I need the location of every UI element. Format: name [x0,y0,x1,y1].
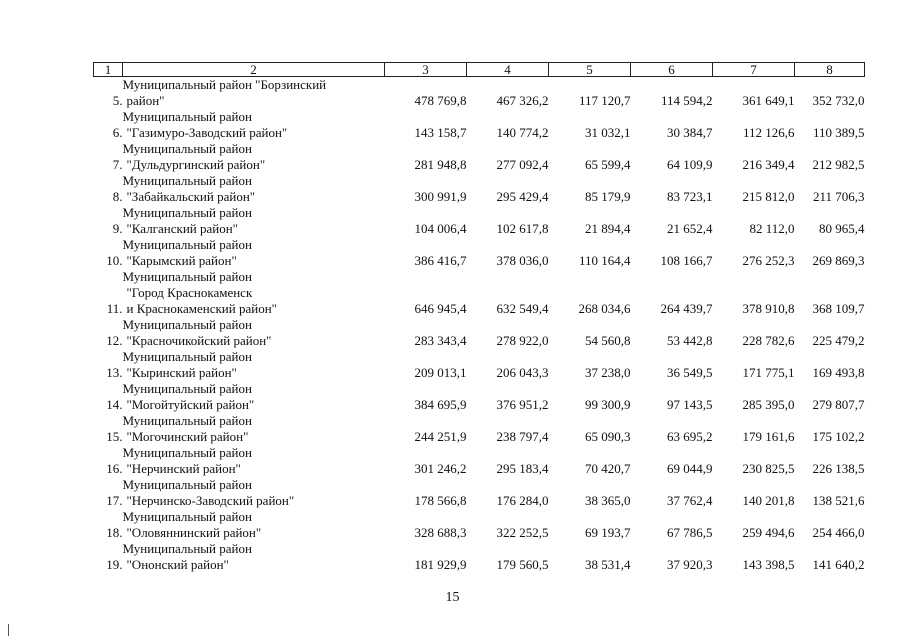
value-cell-col6: 30 384,7 [667,125,713,140]
district-name [123,349,385,381]
value-cell-col4: 140 774,2 [496,125,549,140]
district-name-line: "Нерчинско-Заводский район" [126,493,295,508]
table-row [94,77,865,110]
row-number: 14. [106,397,123,412]
value-cell-col8: 212 982,5 [812,157,865,172]
value-cell-col3: 281 948,8 [414,157,467,172]
value-cell-col8: 254 466,0 [812,525,865,540]
district-name-line: "Город Краснокаменск [126,285,253,300]
district-name-line: "Дульдургинский район" [126,157,266,172]
district-name-line: Муниципальный район "Борзинский [122,77,327,92]
district-name-line: Муниципальный район [122,237,252,252]
district-name [123,317,385,349]
district-name-line: район" [126,93,165,108]
value-cell-col7: 215 812,0 [742,189,795,204]
value-cell-col7: 171 775,1 [742,365,795,380]
table-row [94,381,865,413]
value-cell-col8: 269 869,3 [812,253,865,268]
value-cell-col8: 110 389,5 [812,125,865,140]
value-cell-col4: 206 043,3 [496,365,549,380]
value-cell-col3: 646 945,4 [414,301,467,316]
value-cell-col3: 244 251,9 [414,429,467,444]
value-cell-col4: 278 922,0 [496,333,549,348]
table-row [94,237,865,269]
value-cell-col7: 259 494,6 [742,525,795,540]
value-cell-col4: 322 252,5 [496,525,549,540]
value-cell-col3: 386 416,7 [414,253,467,268]
value-cell-col5: 99 300,9 [585,397,631,412]
value-cell-col7: 179 161,6 [742,429,795,444]
value-cell-col7: 285 395,0 [742,397,795,412]
value-cell-col7: 378 910,8 [742,301,795,316]
district-name-line: Муниципальный район [122,509,252,524]
value-cell-col5: 21 894,4 [585,221,631,236]
value-cell-col7: 276 252,3 [742,253,795,268]
page-number: 15 [445,590,460,605]
district-name [123,413,385,445]
district-name [123,77,385,110]
value-cell-col6: 37 920,3 [667,557,713,572]
table-row [94,445,865,477]
value-cell-col3: 328 688,3 [414,525,467,540]
header-row [94,63,865,77]
district-name [123,269,385,317]
row-number: 10. [106,253,123,268]
row-number: 18. [106,525,123,540]
value-cell-col5: 65 599,4 [585,157,631,172]
value-cell-col8: 169 493,8 [812,365,865,380]
value-cell-col8: 352 732,0 [812,93,865,108]
value-cell-col5: 85 179,9 [585,189,631,204]
district-name [123,237,385,269]
table-header [94,63,865,77]
table-row [94,109,865,141]
value-cell-col6: 69 044,9 [667,461,713,476]
district-name-line: Муниципальный район [122,445,252,460]
value-cell-col5: 69 193,7 [585,525,631,540]
value-cell-col4: 277 092,4 [496,157,549,172]
district-name [123,141,385,173]
district-name [123,445,385,477]
district-name [123,509,385,541]
value-cell-col8: 175 102,2 [812,429,865,444]
table-row [94,509,865,541]
district-name-line: "Калганский район" [126,221,238,236]
district-name-line: "Нерчинский район" [126,461,241,476]
table-body [94,77,865,574]
value-cell-col4: 295 429,4 [496,189,549,204]
district-name-line: "Красночикойский район" [126,333,272,348]
value-cell-col4: 102 617,8 [496,221,549,236]
value-cell-col5: 54 560,8 [585,333,631,348]
value-cell-col7: 112 126,6 [742,125,795,140]
value-cell-col4: 632 549,4 [496,301,549,316]
value-cell-col5: 117 120,7 [578,93,631,108]
table-row [94,317,865,349]
value-cell-col6: 114 594,2 [660,93,713,108]
header-cell-col4: 4 [467,63,549,77]
table-row [94,173,865,205]
header-cell-col1: 1 [94,63,123,77]
district-name-line: Муниципальный район [122,141,252,156]
value-cell-col3: 143 158,7 [414,125,467,140]
value-cell-col3: 478 769,8 [414,93,467,108]
table-row [94,349,865,381]
row-number: 9. [112,221,123,236]
district-name-line: "Кыринский район" [126,365,237,380]
value-cell-col6: 64 109,9 [667,157,713,172]
budget-table [93,62,865,573]
value-cell-col8: 138 521,6 [812,493,865,508]
district-name [123,541,385,573]
district-name-line: "Могойтуйский район" [126,397,255,412]
value-cell-col8: 211 706,3 [812,189,865,204]
value-cell-col4: 176 284,0 [496,493,549,508]
district-name-line: "Забайкальский район" [126,189,256,204]
value-cell-col4: 295 183,4 [496,461,549,476]
row-number: 5. [112,93,123,108]
value-cell-col7: 143 398,5 [742,557,795,572]
district-name-line: Муниципальный район [122,205,252,220]
value-cell-col7: 82 112,0 [749,221,795,236]
district-name [123,205,385,237]
row-number: 6. [112,125,123,140]
value-cell-col4: 238 797,4 [496,429,549,444]
header-cell-col8: 8 [795,63,865,77]
district-name [123,477,385,509]
value-cell-col6: 21 652,4 [667,221,713,236]
value-cell-col4: 378 036,0 [496,253,549,268]
value-cell-col3: 301 246,2 [414,461,467,476]
value-cell-col5: 37 238,0 [585,365,631,380]
district-name [123,109,385,141]
value-cell-col5: 65 090,3 [585,429,631,444]
value-cell-col6: 264 439,7 [660,301,713,316]
row-number: 17. [106,493,123,508]
row-number: 13. [106,365,123,380]
value-cell-col5: 38 531,4 [585,557,631,572]
value-cell-col4: 376 951,2 [496,397,549,412]
row-number: 12. [106,333,123,348]
district-name-line: "Могочинский район" [126,429,249,444]
table-row [94,141,865,173]
district-name-line: Муниципальный район [122,317,252,332]
district-name-line: "Карымский район" [126,253,237,268]
value-cell-col5: 70 420,7 [585,461,631,476]
row-number: 15. [106,429,123,444]
table-row [94,205,865,237]
row-number: 8. [112,189,123,204]
value-cell-col8: 368 109,7 [812,301,865,316]
value-cell-col8: 80 965,4 [819,221,865,236]
header-cell-col2: 2 [123,63,385,77]
value-cell-col8: 141 640,2 [812,557,865,572]
value-cell-col3: 300 991,9 [414,189,467,204]
table-row [94,477,865,509]
value-cell-col7: 216 349,4 [742,157,795,172]
header-cell-col3: 3 [385,63,467,77]
value-cell-col6: 53 442,8 [667,333,713,348]
value-cell-col3: 178 566,8 [414,493,467,508]
district-name-line: Муниципальный район [122,349,252,364]
district-name-line: Муниципальный район [122,381,252,396]
row-number: 16. [106,461,123,476]
row-number: 7. [112,157,123,172]
value-cell-col8: 225 479,2 [812,333,865,348]
value-cell-col6: 36 549,5 [667,365,713,380]
value-cell-col6: 97 143,5 [667,397,713,412]
value-cell-col6: 108 166,7 [660,253,713,268]
table-row [94,413,865,445]
row-number: 11. [106,301,123,316]
district-name-line: Муниципальный район [122,413,252,428]
district-name-line: Муниципальный район [122,173,252,188]
value-cell-col6: 63 695,2 [667,429,713,444]
table-row [94,269,865,317]
value-cell-col5: 268 034,6 [578,301,631,316]
value-cell-col4: 179 560,5 [496,557,549,572]
value-cell-col3: 209 013,1 [414,365,467,380]
header-cell-col5: 5 [549,63,631,77]
district-name [123,381,385,413]
value-cell-col5: 31 032,1 [585,125,631,140]
value-cell-col3: 283 343,4 [414,333,467,348]
value-cell-col7: 228 782,6 [742,333,795,348]
value-cell-col5: 38 365,0 [585,493,631,508]
district-name-line: "Газимуро-Заводский район" [126,125,288,140]
value-cell-col3: 181 929,9 [414,557,467,572]
value-cell-col4: 467 326,2 [496,93,549,108]
district-name-line: Муниципальный район [122,477,252,492]
value-cell-col3: 104 006,4 [414,221,467,236]
district-name-line: Муниципальный район [122,269,252,284]
value-cell-col8: 279 807,7 [812,397,865,412]
district-name-line: Муниципальный район [122,541,252,556]
value-cell-col6: 67 786,5 [667,525,713,540]
row-number: 19. [106,557,123,572]
header-cell-col7: 7 [713,63,795,77]
value-cell-col7: 230 825,5 [742,461,795,476]
district-name-line: Муниципальный район [122,109,252,124]
district-name-line: "Ононский район" [126,557,229,572]
value-cell-col7: 140 201,8 [742,493,795,508]
value-cell-col7: 361 649,1 [742,93,795,108]
district-name [123,173,385,205]
district-name-line: и Краснокаменский район" [126,301,277,316]
table-row [94,541,865,573]
header-cell-col6: 6 [631,63,713,77]
value-cell-col8: 226 138,5 [812,461,865,476]
margin-mark [8,624,9,636]
value-cell-col3: 384 695,9 [414,397,467,412]
district-name-line: "Оловяннинский район" [126,525,262,540]
value-cell-col6: 83 723,1 [667,189,713,204]
value-cell-col6: 37 762,4 [667,493,713,508]
value-cell-col5: 110 164,4 [578,253,631,268]
